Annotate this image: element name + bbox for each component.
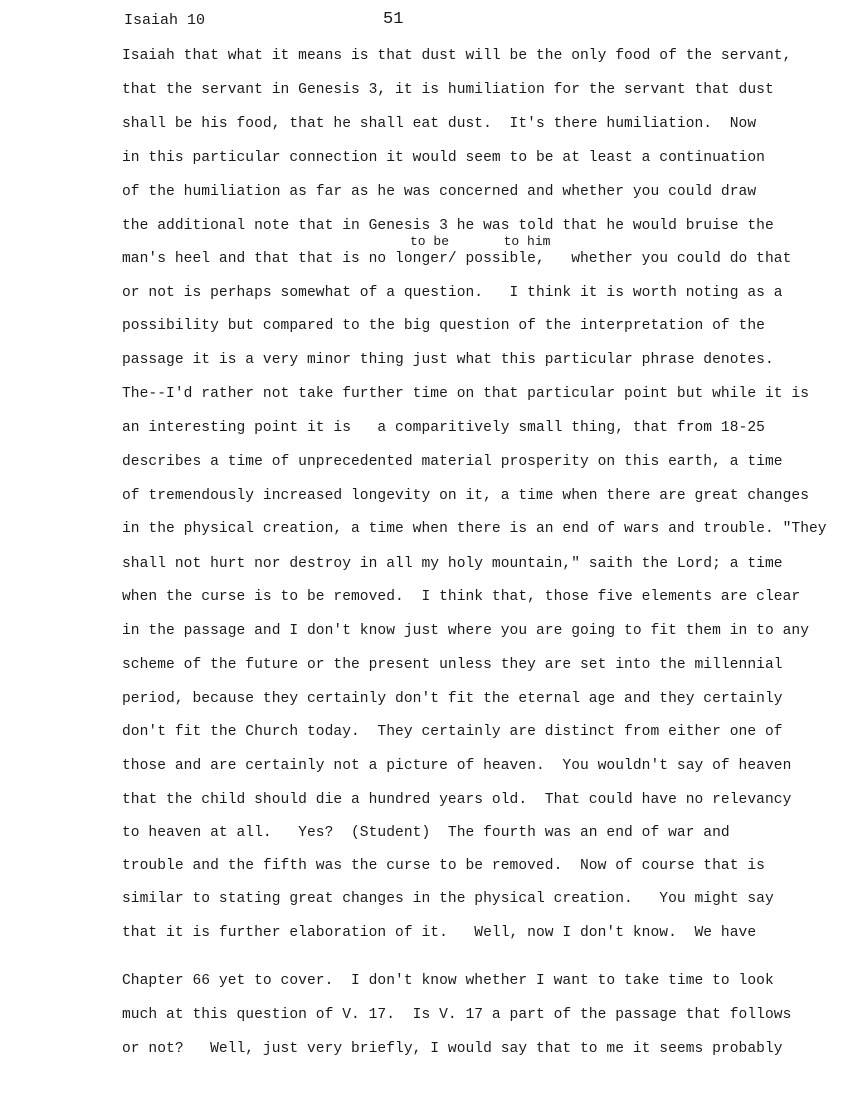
interlinear-insert: to be to him — [410, 234, 551, 249]
text-line: the additional note that in Genesis 3 he was told that he would bruise the — [122, 218, 774, 234]
text-line: to heaven at all. Yes? (Student) The fourth was an end of war and — [122, 825, 730, 841]
text-line: describes a time of unprecedented material prosperity on this earth, a time — [122, 454, 783, 470]
text-line: of tremendously increased longevity on it, a time when there are great changes — [122, 488, 809, 504]
text-line: in the passage and I don't know just where you are going to fit them in to any — [122, 623, 809, 639]
text-line: Isaiah that what it means is that dust will be the only food of the servant, — [122, 48, 792, 64]
text-line: or not? Well, just very briefly, I would say that to me it seems probably — [122, 1041, 783, 1057]
text-line: similar to stating great changes in the physical creation. You might say — [122, 891, 774, 907]
text-line: The--I'd rather not take further time on that particular point but while it is — [122, 386, 809, 402]
text-line: man's heel and that that is no longer/ possible, whether you could do that — [122, 251, 792, 267]
text-line: of the humiliation as far as he was concerned and whether you could draw — [122, 184, 757, 200]
text-line: those and are certainly not a picture of heaven. You wouldn't say of heaven — [122, 758, 792, 774]
text-line: when the curse is to be removed. I think that, those five elements are clear — [122, 589, 801, 605]
text-line: that the servant in Genesis 3, it is humiliation for the servant that dust — [122, 82, 774, 98]
text-line: shall not hurt nor destroy in all my holy mountain," saith the Lord; a time — [122, 556, 783, 572]
text-line: in this particular connection it would seem to be at least a continuation — [122, 150, 765, 166]
text-line: don't fit the Church today. They certainly are distinct from either one of — [122, 724, 783, 740]
text-line: period, because they certainly don't fit the eternal age and they certainly — [122, 691, 783, 707]
text-line: much at this question of V. 17. Is V. 17 a part of the passage that follows — [122, 1007, 792, 1023]
text-line: or not is perhaps somewhat of a question. I think it is worth noting as a — [122, 285, 783, 301]
text-line: scheme of the future or the present unless they are set into the millennial — [122, 657, 783, 673]
page-number: 51 — [383, 10, 404, 29]
text-line: that it is further elaboration of it. Well, now I don't know. We have — [122, 925, 757, 941]
text-line: in the physical creation, a time when there is an end of wars and trouble. "They — [122, 521, 827, 537]
text-line: trouble and the fifth was the curse to be removed. Now of course that is — [122, 858, 765, 874]
text-line: possibility but compared to the big question of the interpretation of the — [122, 318, 765, 334]
text-line: passage it is a very minor thing just what this particular phrase denotes. — [122, 352, 774, 368]
text-line: that the child should die a hundred years old. That could have no relevancy — [122, 792, 792, 808]
chapter-header: Isaiah 10 — [124, 12, 206, 29]
text-line: shall be his food, that he shall eat dust. It's there humiliation. Now — [122, 116, 757, 132]
text-line: an interesting point it is a comparitively small thing, that from 18-25 — [122, 420, 765, 436]
text-line: Chapter 66 yet to cover. I don't know whether I want to take time to look — [122, 973, 774, 989]
